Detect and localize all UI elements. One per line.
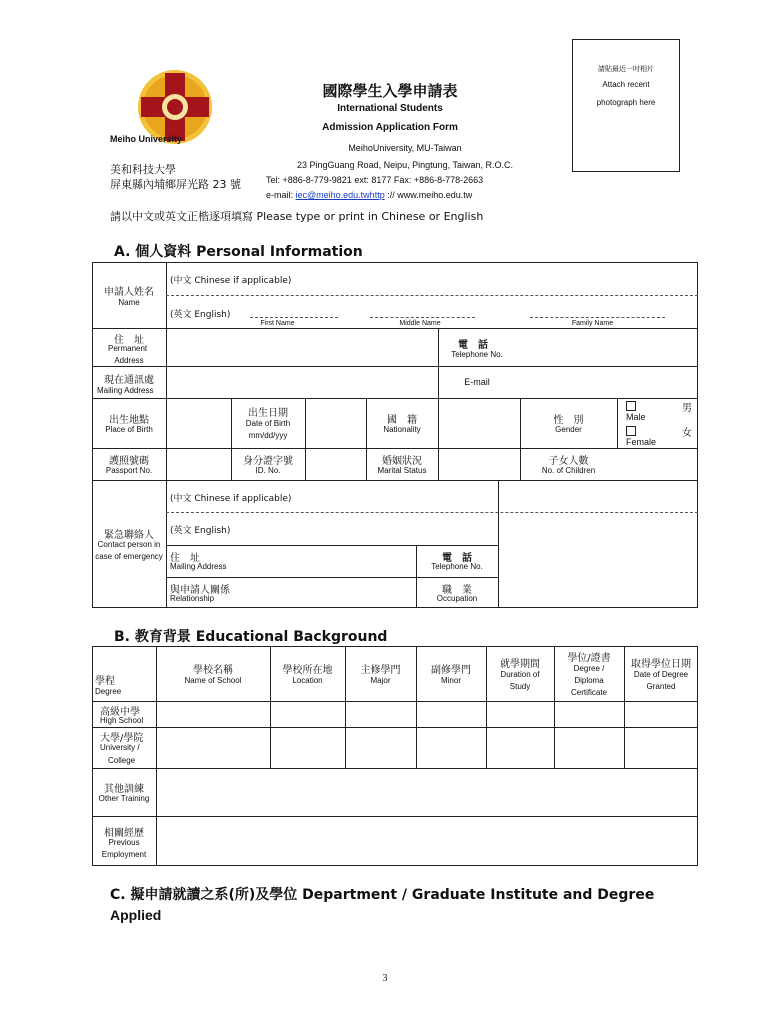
mailing-label-cn: 現在通訊處 <box>104 375 154 386</box>
form-title-cn: 國際學生入學申請表 <box>322 82 458 100</box>
children-label-en: No. of Children <box>541 466 596 475</box>
tel-label-en: Telephone No. <box>451 350 503 359</box>
col-minor-en: Minor <box>440 676 461 685</box>
col-minor-cn: 副修學門 <box>431 665 471 676</box>
english-name-label: (英文 English) <box>170 310 231 320</box>
instruction: 請以中文或英文正楷逐項填寫 Please type or print in Chinese or English <box>110 210 484 223</box>
university-name-cn: 美和科技大學 <box>110 163 176 176</box>
emergency-tel-label-en: Telephone No. <box>431 562 483 571</box>
university-row-input[interactable] <box>158 729 696 766</box>
marital-label-cn: 婚姻狀況 <box>382 456 422 467</box>
photo-label-cn: 請貼最近一吋相片 <box>598 65 654 73</box>
female-label-cn: 女 <box>682 428 692 439</box>
relationship-label-cn: 與申請人關係 <box>170 585 230 596</box>
children-label-cn: 子女人數 <box>548 456 589 467</box>
col-major-cn: 主修學門 <box>360 665 401 676</box>
section-a-heading: A. 個人資料 Personal Information <box>114 244 363 260</box>
email-prefix: e-mail: <box>266 190 296 200</box>
female-label-en: Female <box>626 437 657 447</box>
section-b-heading: B. 教育背景 Educational Background <box>114 629 388 645</box>
family-name-label: Family Name <box>571 320 614 327</box>
row-highschool-en: High School <box>100 716 144 725</box>
col-location-en: Location <box>292 676 323 685</box>
email-label: E-mail <box>464 377 490 387</box>
col-location-cn: 學校所在地 <box>282 665 333 676</box>
dob-label-en2: mm/dd/yyy <box>248 431 288 440</box>
marital-input[interactable] <box>440 450 518 478</box>
degree-header-cn: 學程 <box>95 676 115 687</box>
nationality-input[interactable] <box>440 400 518 446</box>
place-of-birth-input[interactable] <box>168 400 229 446</box>
row-employment-cn: 相關經歷 <box>104 828 144 839</box>
dob-label-cn: 出生日期 <box>248 408 288 419</box>
male-label-en: Male <box>626 412 646 422</box>
chinese-name-input[interactable] <box>300 266 695 292</box>
row-university-cn: 大學/學院 <box>100 733 144 744</box>
nationality-label-cn: 國 籍 <box>387 415 417 426</box>
permanent-address-input[interactable] <box>168 330 436 364</box>
col-diploma-cn: 學位/證書 <box>567 653 611 664</box>
children-input[interactable] <box>619 450 696 478</box>
col-date-en2: Granted <box>646 682 676 691</box>
col-date-en1: Date of Degree <box>633 670 689 679</box>
degree-header-en: Degree <box>95 687 122 696</box>
training-row-input[interactable] <box>158 770 696 814</box>
col-duration-en2: Study <box>509 682 531 691</box>
emergency-english-label: (英文 English) <box>170 526 231 536</box>
row-university-en1: University / <box>100 743 140 752</box>
date-of-birth-input[interactable] <box>307 400 364 446</box>
row-employment-en1: Previous <box>108 838 140 847</box>
col-duration-cn: 就學期間 <box>500 659 540 670</box>
row-highschool-cn: 高級中學 <box>100 707 140 718</box>
col-diploma-en3: Certificate <box>570 688 607 697</box>
page-number: 3 <box>382 973 388 984</box>
address-label-cn: 住 址 <box>114 335 144 346</box>
middle-name-label: Middle Name <box>399 320 441 327</box>
id-label-cn: 身分證字號 <box>243 456 293 467</box>
form-title-en1: International Students <box>337 103 443 114</box>
gender-label-cn: 性 別 <box>553 415 584 426</box>
first-name-label: First Name <box>260 320 295 327</box>
male-checkbox[interactable] <box>626 401 636 411</box>
emergency-address-label-en: Mailing Address <box>170 562 227 571</box>
emergency-tel-label-cn: 電 話 <box>442 553 472 564</box>
address-label-en1: Permanent <box>108 344 148 353</box>
emergency-chinese-label: (中文 Chinese if applicable) <box>170 494 292 504</box>
pob-label-en: Place of Birth <box>105 425 153 434</box>
occupation-label-cn: 職 業 <box>442 585 472 596</box>
section-c-heading-line2: Applied <box>110 907 162 923</box>
pob-label-cn: 出生地點 <box>109 415 149 426</box>
relationship-label-en: Relationship <box>170 594 215 603</box>
mailing-address-input[interactable] <box>168 368 436 396</box>
col-school-en: Name of School <box>184 676 242 685</box>
address-label-en2: Address <box>114 356 144 365</box>
website: :// www.meiho.edu.tw <box>384 190 473 200</box>
gender-label-en: Gender <box>555 425 582 434</box>
section-c-heading-line1: C. 擬申請就讀之系(所)及學位 Department / Graduate Institute and Degree <box>110 887 655 903</box>
male-option[interactable] <box>622 399 696 423</box>
univ-line: MeihoUniversity, MU-Taiwan <box>348 143 462 153</box>
col-school-cn: 學校名稱 <box>193 665 233 676</box>
mailing-label-en: Mailing Address <box>97 386 154 395</box>
male-label-cn: 男 <box>682 403 692 414</box>
employment-row-input[interactable] <box>158 818 696 864</box>
row-employment-en2: Employment <box>101 850 147 859</box>
highschool-row-input[interactable] <box>158 703 696 725</box>
col-duration-en1: Duration of <box>500 670 540 679</box>
tel-fax: Tel: +886-8-779-9821 ext: 8177 Fax: +886-8-778-2663 <box>266 175 484 185</box>
passport-label-en: Passport No. <box>105 466 153 475</box>
university-address-cn: 屏東縣內埔鄉屏光路 23 號 <box>110 178 241 191</box>
name-label-cn: 申請人姓名 <box>104 287 154 298</box>
chinese-name-label: (中文 Chinese if applicable) <box>170 276 292 286</box>
dob-label-en1: Date of Birth <box>245 419 291 428</box>
female-option[interactable] <box>622 424 696 448</box>
form-title-en2: Admission Application Form <box>322 122 458 133</box>
photo-label-en1: Attach recent <box>602 80 650 89</box>
passport-label-cn: 護照號碼 <box>109 456 149 467</box>
tel-label-cn: 電 話 <box>458 340 488 351</box>
english-name-input[interactable] <box>245 298 695 316</box>
marital-label-en: Marital Status <box>377 466 427 475</box>
id-input[interactable] <box>307 450 364 478</box>
col-diploma-en1: Degree / <box>573 664 605 673</box>
passport-input[interactable] <box>168 450 229 478</box>
col-major-en: Major <box>370 676 391 685</box>
id-label-en: ID. No. <box>255 466 281 475</box>
nationality-label-en: Nationality <box>383 425 421 434</box>
occupation-label-en: Occupation <box>436 594 478 603</box>
row-university-en2: College <box>108 756 136 765</box>
contact-line <box>266 190 472 200</box>
col-date-cn: 取得學位日期 <box>631 659 691 670</box>
photo-label-en2: photograph here <box>596 98 656 107</box>
row-training-en: Other Training <box>98 794 150 803</box>
university-name-en: Meiho University <box>110 134 183 144</box>
emergency-label-cn: 緊急聯絡人 <box>104 530 154 541</box>
email-link[interactable]: iec@meiho.edu.twhttp <box>295 190 385 200</box>
col-diploma-en2: Diploma <box>574 676 604 685</box>
row-training-cn: 其他訓練 <box>104 784 144 795</box>
address-en: 23 PingGuang Road, Neipu, Pingtung, Taiwan, R.O.C. <box>297 160 513 170</box>
name-label-en: Name <box>118 298 140 307</box>
female-checkbox[interactable] <box>626 426 636 436</box>
emergency-label-en1: Contact person in <box>97 540 161 549</box>
emergency-label-en2: case of emergency <box>95 552 163 561</box>
emergency-address-label-cn: 住 址 <box>170 553 200 564</box>
